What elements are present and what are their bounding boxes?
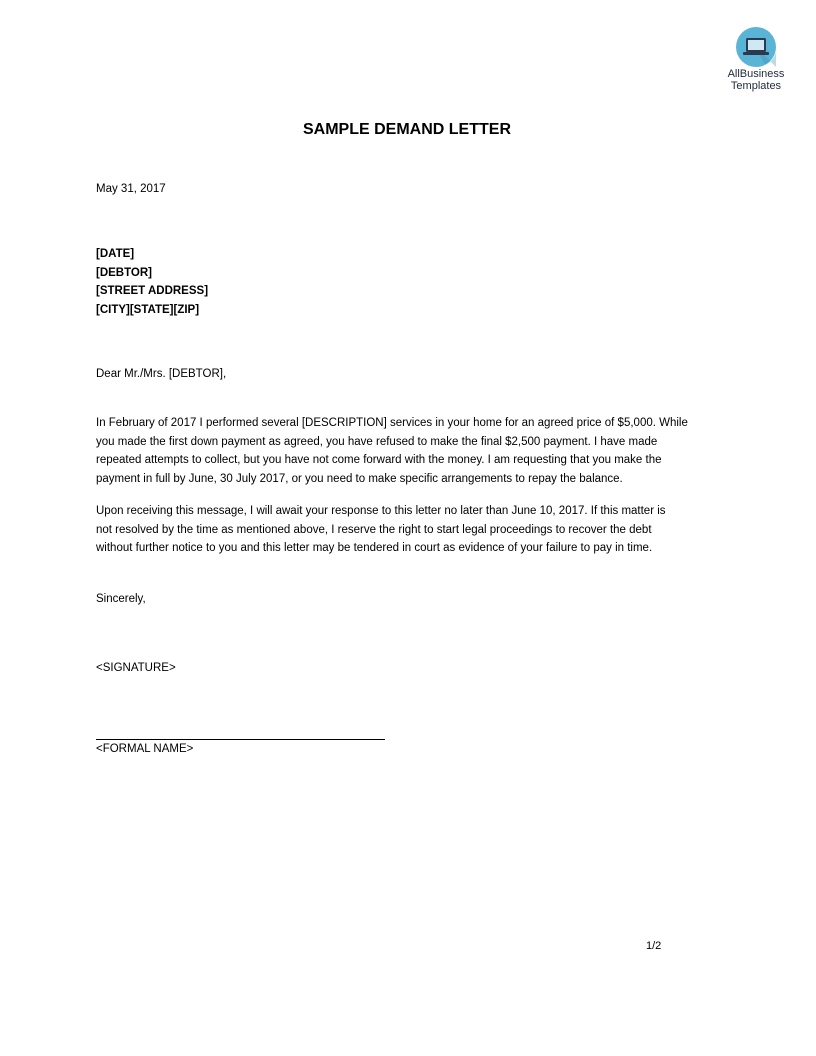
paragraph-1-line: In February of 2017 I performed several [DESCRIPTION] services in your home for an agreed price of $5,000. While [96,417,688,429]
paragraph-2-line: not resolved by the time as mentioned above, I reserve the right to start legal proceedings to recover the debt [96,523,652,536]
paragraph-1-line: you made the first down payment as agreed, you have refused to make the final $2,500 payment. I have made [96,435,658,448]
address-street: [STREET ADDRESS] [96,285,209,297]
address-date: [DATE] [96,248,135,260]
page-number: 1/2 [646,940,662,952]
letter-date: May 31, 2017 [96,183,166,195]
paragraph-1-line: payment in full by June, 30 July 2017, or you need to make specific arrangements to repay the balance. [96,472,623,485]
paragraph-2-line: Upon receiving this message, I will await your response to this letter no later than June 10, 2017. If this matter is [96,505,666,517]
laptop-icon [735,26,777,68]
signature-placeholder: <SIGNATURE> [96,662,176,674]
paragraph-2 [96,502,716,558]
logo-line-1: AllBusiness [727,68,785,80]
paragraph-2-line: without further notice to you and this letter may be tendered in court as evidence of your failure to pay in time. [96,542,653,555]
formal-name-placeholder: <FORMAL NAME> [96,743,194,755]
closing: Sincerely, [96,593,146,605]
address-city-state-zip: [CITY][STATE][ZIP] [96,304,200,316]
paragraph-1-line: repeated attempts to collect, but you have not come forward with the money. I am requesting that you make the [96,454,662,467]
paragraph-1 [96,414,716,488]
logo-line-2: Templates [730,80,782,92]
page-title: SAMPLE DEMAND LETTER [303,121,511,138]
brand-logo [718,26,794,92]
address-debtor: [DEBTOR] [96,267,153,279]
salutation: Dear Mr./Mrs. [DEBTOR], [96,368,227,380]
